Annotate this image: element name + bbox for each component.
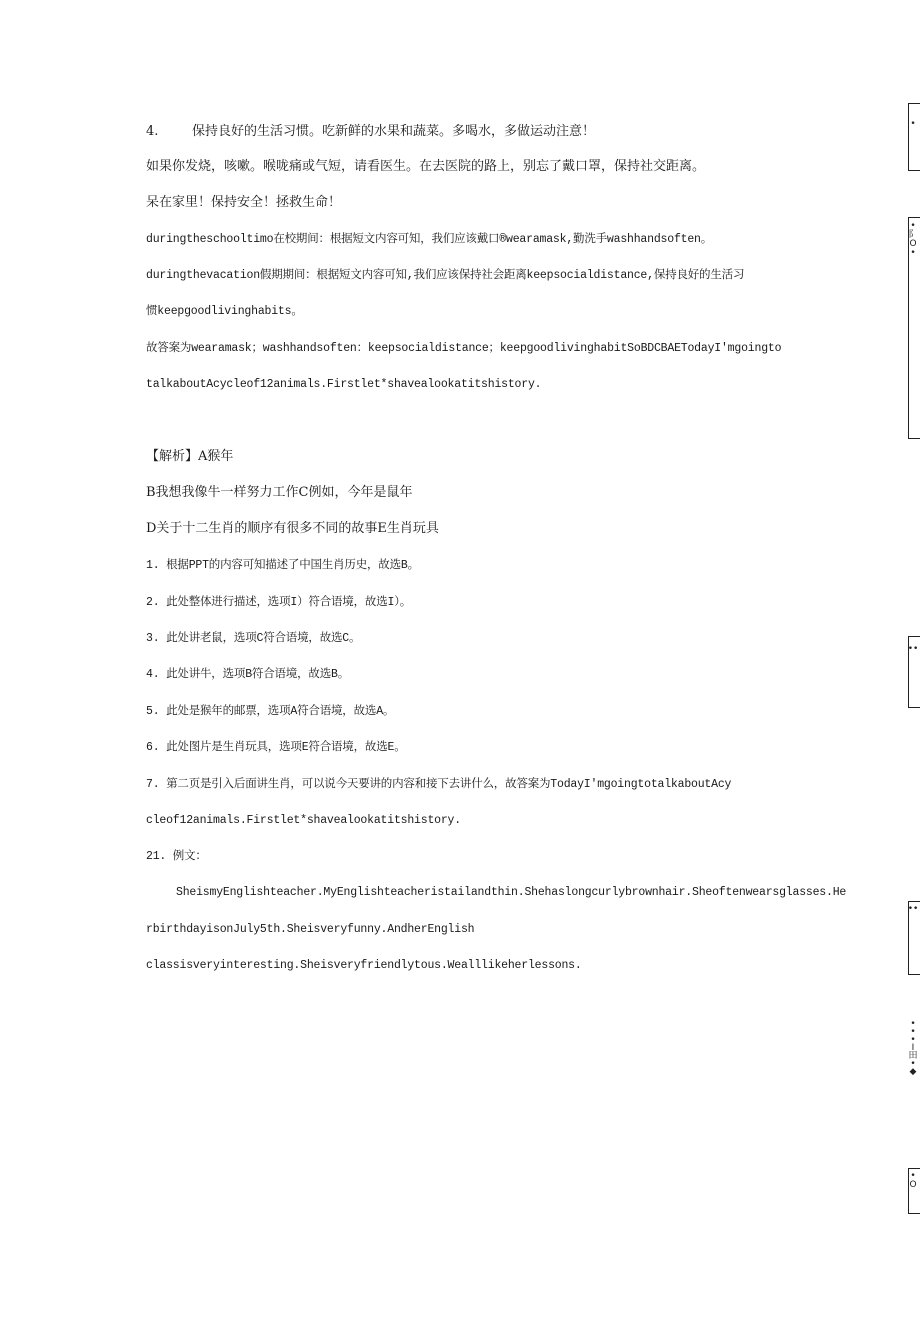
essay-line: classisveryinteresting.Sheisveryfriendlytous.Wealllikeherlessons. [146,959,582,972]
paragraph-line: 呆在家里！保持安全！拯救生命！ [146,195,342,210]
answer-line: talkaboutAcycleof12animals.Firstlet*shavealookatitshistory. [146,378,542,391]
analysis-line: D关于十二生肖的顺序有很多不同的故事E生肖玩具 [146,521,439,536]
paragraph-line: 惯keepgoodlivinghabits。 [146,305,303,318]
item-4-number: 4. [146,124,159,139]
binding-mark: •• [907,904,919,914]
analysis-item: 5. 此处是猴年的邮票，选项A符合语境，故选A。 [146,705,395,718]
analysis-item: 4. 此处讲牛，选项B符合语境，故选B。 [146,668,350,681]
binding-mark: • [910,119,916,129]
analysis-item: 1. 根据PPT的内容可知描述了中国生肖历史，故选B。 [146,559,419,572]
paragraph-line: 如果你发烧，咳嗽。喉咙痛或气短，请看医生。在去医院的路上，别忘了戴口罩，保持社交距离。 [146,159,706,174]
analysis-item: 7. 第二页是引入后面讲生肖，可以说今天要讲的内容和接下去讲什么，故答案为TodayI'mgoingtotalkaboutAcy [146,778,732,791]
binding-mark: • • • I 田 • ◆ [908,1019,918,1077]
paragraph-line: duringtheschooltimo在校期间：根据短文内容可知，我们应该戴口®wearamask,勤洗手washhandsoften。 [146,233,713,246]
binding-mark: •• [907,644,919,654]
analysis-line: B我想我像牛一样努力工作C例如，今年是鼠年 [146,485,413,500]
answer-line: 故答案为wearamask；washhandsoften：keepsocialdistance；keepgoodlivinghabitSoBDCBAETodayI'mgoingto [146,342,782,355]
essay-line: SheismyEnglishteacher.MyEnglishteacheristailandthin.Shehaslongcurlybrownhair.Sheoftenwearsglasses.He [176,886,847,899]
binding-mark: • O [909,1171,917,1190]
analysis-item-continuation: cleof12animals.Firstlet*shavealookatitshistory. [146,814,461,827]
analysis-item: 2. 此处整体进行描述，选项I）符合语境，故选I）。 [146,596,412,609]
essay-line: rbirthdayisonJuly5th.Sheisveryfunny.AndherEnglish [146,923,475,936]
item-4-text: 保持良好的生活习惯。吃新鲜的水果和蔬菜。多喝水，多做运动注意！ [192,124,596,139]
essay-label: 21. 例文： [146,850,207,863]
analysis-heading: 【解析】A猴年 [146,449,234,464]
item-4-line [146,124,595,140]
paragraph-line: duringthevacation假期期间：根据短文内容可知,我们应该保持社会距离keepsocialdistance,保持良好的生活习 [146,269,745,282]
binding-mark-box [908,103,920,171]
binding-mark: • 阝 O • [908,221,918,258]
analysis-item: 3. 此处讲老鼠，选项C符合语境，故选C。 [146,632,361,645]
analysis-item: 6. 此处图片是生肖玩具，选项E符合语境，故选E。 [146,741,406,754]
